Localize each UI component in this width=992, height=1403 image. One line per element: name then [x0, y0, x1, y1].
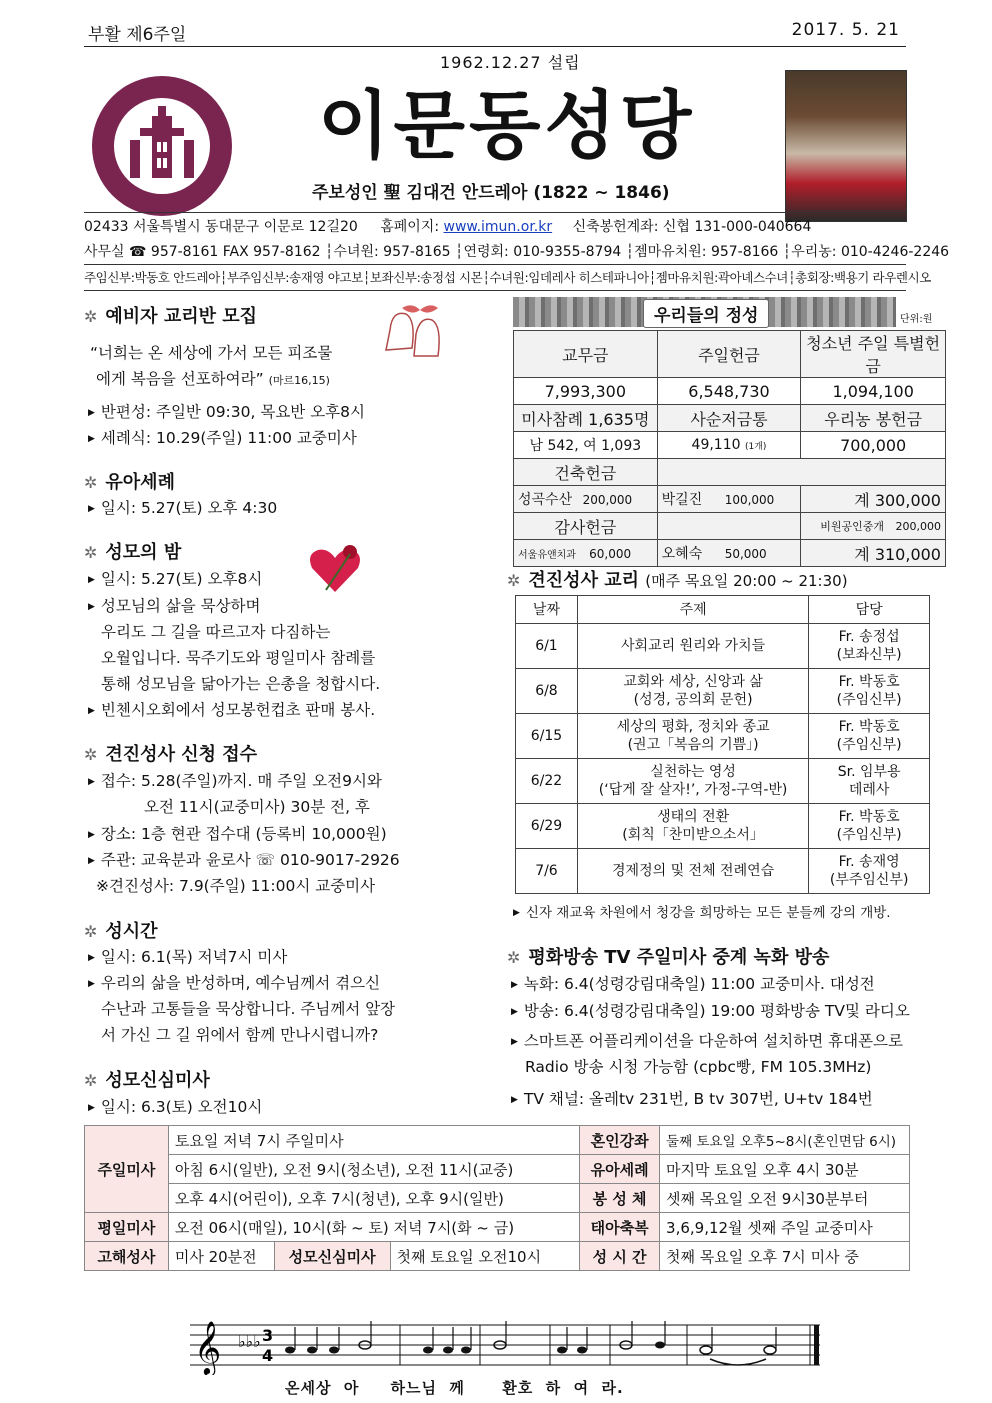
list-item: ▶ 일시: 5.27(토) 오후8시 [88, 570, 263, 588]
founded-date: 1962.12.27 설립 [440, 53, 581, 72]
heart-rose-icon [306, 540, 364, 598]
section-confirmation-apply: ✲ 견진성사 신청 접수 [84, 744, 258, 765]
church-name: 이문동성당 [318, 83, 696, 169]
section-confirmation-curriculum: ✲ 견진성사 교리 (매주 목요일 20:00 ~ 21:30) [507, 570, 848, 591]
offering-banner [513, 297, 896, 327]
list-item: ▶ 일시: 5.27(토) 오후 4:30 [88, 499, 278, 517]
divider [84, 212, 906, 213]
offering-title: 우리들의 정성 [643, 299, 769, 328]
address: 02433 서울특별시 동대문구 이문로 12길20 [84, 219, 358, 235]
table-row: 6/15 세상의 평화, 정치와 종교 (권고「복음의 기쁨」) Fr. 박동호 (주임신부) [516, 714, 930, 759]
list-item: ▶ 일시: 6.1(목) 저녁7시 미사 [88, 948, 288, 966]
svg-text:4: 4 [262, 1346, 274, 1365]
list-item: ▶ 우리의 삶을 반성하며, 예수님께서 겪으신 [88, 974, 381, 992]
hymn-lyrics: 온세상 아 하느님 께 환호 하 여 라. [285, 1379, 624, 1397]
unit-label: 단위:원 [900, 314, 933, 325]
patron-saint-portrait [785, 70, 907, 222]
table-row: 6/29 생태의 전환 (회칙「찬미받으소서」 Fr. 박동호 (주임신부) [516, 804, 930, 849]
star-icon: ✲ [84, 307, 98, 326]
list-item: ▶ TV 채널: 올레tv 231번, B tv 307번, U+tv 184번 [511, 1090, 873, 1108]
liturgical-week: 부활 제6주일 [88, 25, 187, 45]
quote-line: 에게 복음을 선포하여라” (마르16,15) [96, 370, 330, 388]
list-item: ▶ 빈첸시오회에서 성모봉헌컵초 판매 봉사. [88, 701, 376, 719]
wedding-bells-icon [372, 300, 452, 376]
list-item: ▶ 장소: 1층 현관 접수대 (등록비 10,000원) [88, 825, 387, 843]
divider [84, 264, 906, 265]
svg-text:3: 3 [262, 1326, 274, 1345]
address-line: 02433 서울특별시 동대문구 이문로 12길20 홈페이지: www.imun.or.kr 신축봉헌계좌: 신협 131-000-040664 [84, 219, 812, 235]
sunday-mass-label: 주일미사 [85, 1126, 169, 1213]
section-holy-hour: ✲ 성시간 [84, 921, 158, 942]
patron-saint: 주보성인 聖 김대건 안드레아 (1822 ~ 1846) [312, 183, 670, 203]
list-item: ▶ 일시: 6.3(토) 오전10시 [88, 1098, 263, 1116]
table-row: 6/1 사회교리 원리와 가치들 Fr. 송정섭 (보좌신부) [516, 624, 930, 669]
header-bar [84, 18, 906, 47]
table-row: 6/8 교회와 세상, 신앙과 삶 (성경, 공의회 문헌) Fr. 박동호 (주임신부) [516, 669, 930, 714]
homepage-link[interactable]: www.imun.or.kr [443, 219, 553, 235]
section-catechumen: ✲ 예비자 교리반 모집 [84, 306, 258, 327]
church-seal-logo [92, 76, 232, 216]
svg-text:♭♭♭: ♭♭♭ [238, 1332, 261, 1351]
list-item: ▶ 반편성: 주일반 09:30, 목요반 오후8시 [88, 403, 365, 421]
account: 신축봉헌계좌: 신협 131-000-040664 [572, 219, 812, 235]
note: ※견진성사: 7.9(주일) 11:00시 교중미사 [96, 877, 376, 895]
list-item: ▶ 세례식: 10.29(주일) 11:00 교중미사 [88, 429, 357, 447]
divider [84, 290, 906, 291]
section-mary-mass: ✲ 성모신심미사 [84, 1070, 210, 1091]
svg-text:𝄞: 𝄞 [194, 1320, 222, 1374]
section-mary-night: ✲ 성모의 밤 [84, 542, 182, 563]
curriculum-table: 날짜 주제 담당 6/1 사회교리 원리와 가치들 Fr. 송정섭 (보좌신부) 6/8 교회와 세상, 신앙과 삶 (성경, 공의회 문헌) Fr. 박동호 (주임신부) 6/15 세상의 평화, 정치와 종교 (권고「복음의 기쁨」) Fr. 박동호 (주임신부) 6/22 실천하는 영성 (‘답게 잘 살자!’, 가정-구역-반) Sr. 임부용 데레사 6/29 생태의 전환 (회칙「찬미받으소서」 Fr. 박동호 (주임신부) 7/6 경제정의 및 전체 전례연습 Fr. 송재영 (부주임신부) [515, 595, 930, 894]
table-row: 7/6 경제정의 및 전체 전례연습 Fr. 송재영 (부주임신부) [516, 849, 930, 894]
list-item: ▶ 녹화: 6.4(성령강림대축일) 11:00 교중미사. 대성전 [511, 975, 875, 993]
quote-line: “너희는 온 세상에 가서 모든 피조물 [90, 344, 333, 362]
contacts: 사무실 ☎ 957-8161 FAX 957-8162 ┆수녀원: 957-8165 ┆연령회: 010-9355-8794 ┆젬마유치원: 957-8166 ┆우리농: 010-4246-2246 [84, 244, 950, 260]
svg-text:3/4: 3/4 [276, 1319, 278, 1320]
section-broadcast: ✲ 평화방송 TV 주일미사 중계 녹화 방송 [507, 947, 830, 968]
mass-times-table: 주일미사 토요일 저녁 7시 주일미사 혼인강좌 둘째 토요일 오후5~8시(혼인면담 6시) 아침 6시(일반), 오전 9시(청소년), 오전 11시(교중) 유아세례 마지막 토요일 오후 4시 30분 오후 4시(어린이), 오후 7시(청년), 오후 9시(일반) 봉 성 체 셋째 목요일 오전 9시30분부터 평일미사 오전 06시(매일), 10시(화 ~ 토) 저녁 7시(화 ~ 금) 태아축복 3,6,9,12월 셋째 주일 교중미사 고해성사 미사 20분전 성모신심미사 첫째 토요일 오전10시 성 시 간 첫째 목요일 오후 7시 미사 중 [84, 1125, 910, 1271]
list-item: ▶ 주관: 교육분과 윤로사 ☏ 010-9017-2926 [88, 851, 400, 869]
list-item: ▶ 접수: 5.28(주일)까지. 매 주일 오전9시와 [88, 772, 382, 790]
list-item: ▶ 스마트폰 어플리케이션을 다운하여 설치하면 휴대폰으로 [511, 1032, 903, 1050]
clergy-staff: 주임신부:박동호 안드레아┆부주임신부:송재영 야고보┆보좌신부:송정섭 시몬┆수녀원:임데레사 히스테파니아┆젬마유치원:곽아녜스수녀┆총회장:백용기 라우렌시오 [84, 270, 931, 285]
section-infant-baptism: ✲ 유아세례 [84, 472, 175, 493]
music-staff [190, 1315, 820, 1375]
table-row: 6/22 실천하는 영성 (‘답게 잘 살자!’, 가정-구역-반) Sr. 임부용 데레사 [516, 759, 930, 804]
issue-date: 2017. 5. 21 [791, 20, 900, 40]
list-item: ▶ 방송: 6.4(성령강림대축일) 19:00 평화방송 TV및 라디오 [511, 1002, 910, 1020]
curriculum-note: ▶ 신자 재교육 차원에서 청강을 희망하는 모든 분들께 강의 개방. [513, 905, 891, 921]
offering-table: 교무금 주일헌금 청소년 주일 특별헌금 7,993,300 6,548,730 1,094,100 미사참례 1,635명 사순저금통 우리농 봉헌금 남 542, 여 1,093 49,110 (1개) 700,000 건축헌금 성곡수산 200,000 박길진 100,000 계 300,000 감사헌금 비원공인중개 200,000 서울유앤치과 60,000 오혜숙 50,000 계 310,000 [513, 330, 946, 567]
list-item: ▶ 성모님의 삶을 묵상하며 [88, 597, 261, 615]
